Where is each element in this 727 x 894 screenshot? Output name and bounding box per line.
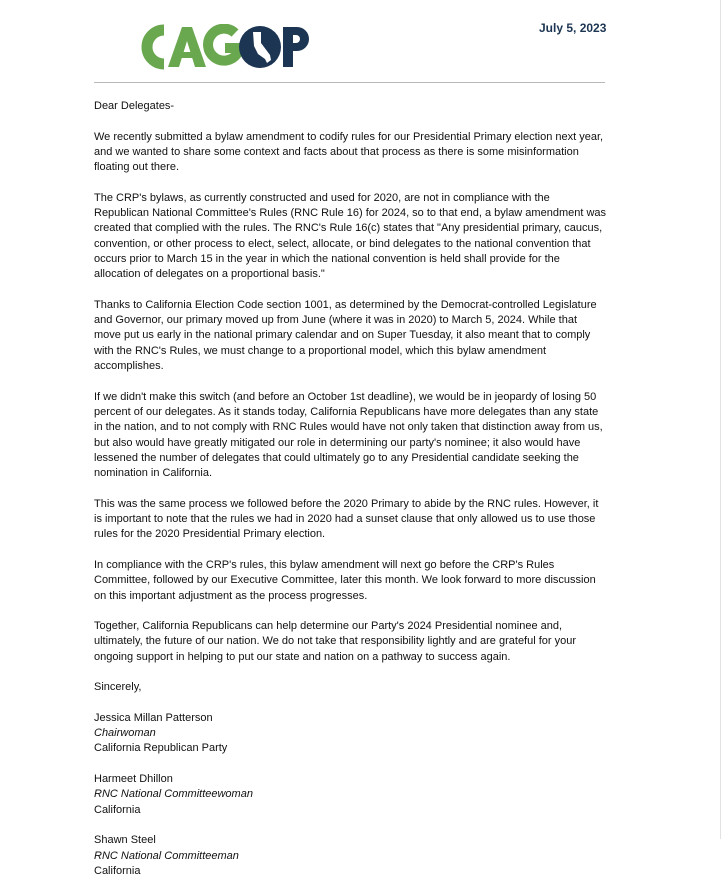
page-edge: [720, 0, 721, 839]
signatory-org: California Republican Party: [94, 742, 228, 755]
paragraph-5: This was the same process we followed before the 2020 Primary to abide by the RNC rules. However, it is important to note that the rules we had in 2020 had a sunset clause that only allowed us to use those rules for the 2020 Presidential Primary election.: [94, 497, 599, 541]
closing: Sincerely,: [94, 681, 142, 694]
paragraph-1: We recently submitted a bylaw amendment to codify rules for our Presidential Primary election next year, and we wanted to share some context and facts about that process as there is some misinformation floating out there.: [94, 130, 604, 174]
cagop-logo-mark: [140, 24, 310, 70]
letter-date: July 5, 2023: [539, 21, 607, 35]
signatory-name: Shawn Steel: [94, 834, 156, 847]
paragraph-6: In compliance with the CRP's rules, this bylaw amendment will next go before the CRP's Rules Committee, followed by our Executive Committee, later this month. We look forward to more discussion on this important adjustment as the process progresses.: [94, 558, 596, 602]
cagop-logo: [140, 22, 310, 72]
paragraph-3: Thanks to California Election Code section 1001, as determined by the Democrat-controlled Legislature and Governor, our primary moved up from June (where it was in 2020) to March 5, 2024. While that move put us early in the national primary calendar and on Super Tuesday, it also meant that to comply with the RNC's Rules, we must change to a proportional model, which this bylaw amendment accomplishes.: [94, 298, 597, 373]
header-divider: [94, 82, 605, 83]
paragraph-2: The CRP's bylaws, as currently constructed and used for 2020, are not in compliance with the Republican National Committee's Rules (RNC Rule 16) for 2024, so to that end, a bylaw amendment was created that complied with the rules. The RNC's Rule 16(c) states that "Any presidential primary, caucus, convention, or other process to elect, select, allocate, or bind delegates to the national convention that occurs prior to March 15 in the year in which the national convention is held shall provide for the allocation of delegates on a proportional basis.": [94, 191, 607, 281]
signature-block: [94, 772, 606, 818]
signature-block: [94, 833, 606, 879]
signature-block: [94, 711, 606, 757]
paragraph-7: Together, California Republicans can help determine our Party's 2024 Presidential nominee and, ultimately, the future of our nation. We do not take that responsibility lightly and are grateful for your ongoing support in helping to put our state and nation on a pathway to success again.: [94, 620, 577, 663]
signatory-org: California: [94, 864, 141, 877]
signatory-org: California: [94, 803, 141, 816]
letter-body: [94, 99, 606, 894]
paragraph-4: If we didn't make this switch (and before an October 1st deadline), we would be in jeopardy of losing 50 percent of our delegates. As it stands today, California Republicans have more delegates than any state in the nation, and to not comply with RNC Rules would have not only taken that distinction away from us, but also would have greatly mitigated our role in determining our party's nominee; it also would have lessened the number of delegates that could ultimately go to any Presidential candidate seeking the nomination in California.: [94, 390, 603, 480]
signatory-name: Harmeet Dhillon: [94, 773, 173, 786]
signatory-title: RNC National Committeewoman: [94, 788, 253, 801]
signatory-title: RNC National Committeeman: [94, 849, 239, 862]
salutation: Dear Delegates-: [94, 100, 175, 112]
signatory-name: Jessica Millan Patterson: [94, 711, 213, 724]
signatory-title: Chairwoman: [94, 727, 156, 740]
